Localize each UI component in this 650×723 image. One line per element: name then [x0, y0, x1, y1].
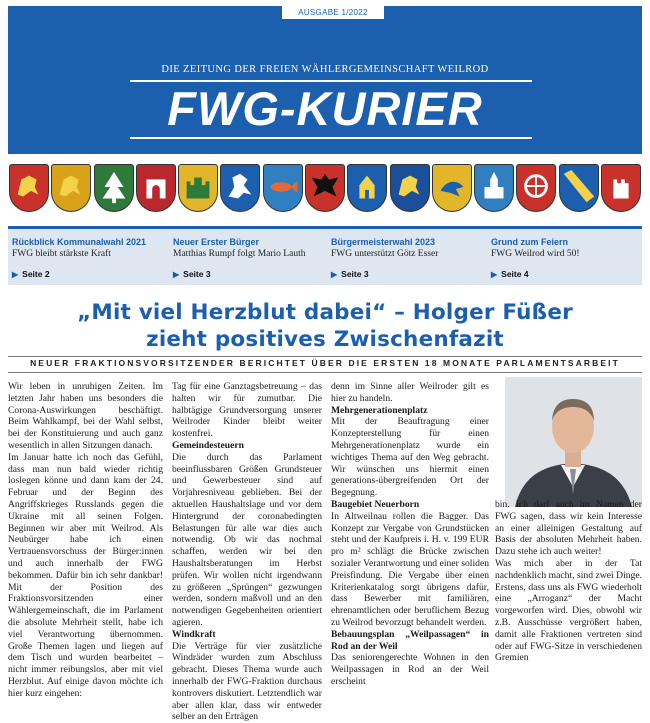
article-column-2 [172, 381, 322, 723]
article-paragraph: Das seniorengerechte Wohnen in den Weilpassagen in Rod an der Weil erscheint [331, 652, 489, 687]
issue-label: AUSGABE 1/2022 [282, 6, 384, 19]
teaser-feiern[interactable] [487, 229, 637, 285]
crest-gold-lion [51, 164, 91, 212]
teaser-headline: Neuer Erster Bürger [173, 237, 260, 247]
section-subheading: Windkraft [172, 628, 216, 640]
teaser-page-label: Seite 4 [501, 269, 529, 279]
crest-red-lion [9, 164, 49, 212]
teaser-headline: Grund zum Feiern [491, 237, 569, 247]
fir-tree-icon [95, 165, 133, 211]
teaser-subline: FWG bleibt stärkste Kraft [12, 249, 111, 259]
teaser-subline: FWG unterstützt Götz Esser [331, 249, 439, 259]
arrow-right-icon: ▶ [12, 270, 19, 279]
crest-horse [220, 164, 260, 212]
horse-icon [221, 165, 259, 211]
masthead-tagline: DIE ZEITUNG DER FREIEN WÄHLERGEMEINSCHAFT WEILROD [161, 64, 489, 75]
church-icon [475, 165, 513, 211]
wheel-icon [517, 165, 555, 211]
masthead-rule-bottom [130, 137, 532, 139]
crest-church [474, 164, 514, 212]
article-paragraph: In Altweilnau rollen die Bagger. Das Konzept zur Vergabe von Grundstücken steht und der Kaufpreis i. H. v. 199 EUR pro m² schlägt die Brücke zwischen sozialer Verantwortung und einer soliden Preisfindung. Die Vergabe über einen Kriterienkatalog sorgt übrigens dafür, dass Bewerber mit familiären, ehrenamtlichen oder beruflichem Bezug zu Weilrod bevorzugt behandelt werden. [331, 510, 489, 628]
crest-tower [601, 164, 641, 212]
newspaper-logo: FWG-KURIER [167, 82, 483, 135]
article-paragraph: bin. Ich darf auch im Namen der FWG sagen, dass wir kein Interesse an einer alleinigen Gestaltung auf Basis der absoluten Mehrheit haben. Dazu stehe ich auch weiter! [495, 499, 642, 558]
teaser-page-label: Seite 3 [341, 269, 369, 279]
teaser-erster-buerger[interactable] [169, 229, 319, 285]
teaser-page-label: Seite 3 [183, 269, 211, 279]
article-column-4 [495, 499, 642, 664]
tower-icon [602, 165, 640, 211]
article-paragraph: Wir leben in unruhigen Zeiten. Im letzten Jahr haben uns besonders die Corona-Auswirkungen beschäftigt. Beim Wahlkampf, bei der Wahl selbst, bei der Konstituierung und auch ganz wesentlich in allen Sitzungen danach. [8, 381, 163, 451]
deck-rule-top [8, 356, 642, 357]
teaser-page-link[interactable] [331, 269, 369, 279]
crest-fish [263, 164, 303, 212]
fish-icon [264, 165, 302, 211]
arrow-right-icon: ▶ [331, 270, 338, 279]
arrow-right-icon: ▶ [173, 270, 180, 279]
section-subheading: Bebauungsplan „Weilpassagen“ in Rod an der Weil [331, 628, 489, 652]
masthead [8, 6, 642, 154]
bird-icon [433, 165, 471, 211]
crest-chapel [347, 164, 387, 212]
crest-gate [136, 164, 176, 212]
arrow-right-icon: ▶ [491, 270, 498, 279]
teaser-subline: FWG Weilrod wird 50! [491, 249, 580, 259]
article-column-3 [331, 381, 489, 687]
headline-line-1: „Mit viel Herzblut dabei“ – Holger Füßer [77, 300, 573, 325]
lion-icon [52, 165, 90, 211]
crest-castle [178, 164, 218, 212]
deck-rule-bottom [8, 372, 642, 373]
section-subheading: Gemeindesteuern [172, 439, 244, 451]
article-paragraph: Die durch das Parlament beeinflussbaren Größen Grundsteuer und Gewerbesteuer sind auf Vorjahresniveau geblieben. Bei der aktuellen Haushaltslage und vor dem Hintergrund der coronabedingten Belastungen für alle war dies auch notwendig. Ob wir das nochmal schaffen, werden wir bei den Haushaltsberatungen im Herbst prüfen. Wir wollen nicht irgendwann zu größeren „Sprüngen“ gezwungen werden, sondern maßvoll und an den notwendigen Gegebenheiten orientiert agieren. [172, 451, 322, 628]
teaser-bar [8, 226, 642, 285]
crest-bird [432, 164, 472, 212]
section-subheading: Baugebiet Neuerborn [331, 498, 420, 510]
crest-lion-blue [390, 164, 430, 212]
article-paragraph: Mit der Beauftragung einer Konzepterstellung für einen Mehrgenerationenplatz wurde ein wichtiges Thema auf den Weg gebracht. Wir wünschen uns hiermit einen generations-übergreifenden Ort der Begegnung. [331, 416, 489, 499]
castle-icon [179, 165, 217, 211]
teaser-headline: Bürgermeisterwahl 2023 [331, 237, 436, 247]
article-paragraph: Was mich aber in der Tat nachdenklich macht, sind zwei Dinge. Erstens, dass uns als FWG wiederholt eine „Arroganz“ der Macht vorgeworfen wird. Dies, obwohl wir z.B. Ausschüsse vergrößert haben, damit alle Fraktionen vertreten sind oder auf FWG-Sitze in verschiedenen Gremien [495, 557, 642, 664]
chapel-icon [348, 165, 386, 211]
lion-icon [10, 165, 48, 211]
teaser-page-link[interactable] [491, 269, 529, 279]
gate-icon [137, 165, 175, 211]
crest-bend [559, 164, 599, 212]
teaser-page-link[interactable] [12, 269, 50, 279]
portrait-image [505, 377, 642, 507]
article-paragraph: Im Januar hatte ich noch das Gefühl, dass man nun bald wieder richtig loslegen könne und dann kam der 24. Februar und der Beginn des Angriffskrieges Russlands gegen die Ukraine mit all seinen Folgen. Beginnen wir aber mit Weilrod. Als Neubürger habe ich einen Vertrauensvorschuss der Bürger:innen und auch innerhalb der FWG bekommen. Dafür bin ich sehr dankbar! Mit der Position des Fraktionsvorsitzenden einer Wählergemeinschaft, die im Parlament die absolute Mehrheit stellt, habe ich viel Verantwortung übernommen. Große Themen lagen und liegen auf dem Tisch und wurden bearbeitet – nicht immer reibungslos, aber mit viel Herzblut. Auf einige davon möchte ich hier kurz eingehen: [8, 451, 163, 699]
article-headline [0, 299, 650, 353]
article-paragraph: denn im Sinne aller Weilroder gilt es hier zu handeln. [331, 381, 489, 404]
section-subheading: Mehrgenerationenplatz [331, 404, 428, 416]
article-paragraph: Die Verträge für vier zusätzliche Windräder wurden zum Abschluss gebracht. Dieses Thema wurde auch innerhalb der FWG-Fraktion durchaus kontrovers diskutiert. Letztendlich war aber allen klar, dass wir entweder selber an den Erträgen [172, 640, 322, 723]
teaser-page-link[interactable] [173, 269, 211, 279]
crest-eagle [305, 164, 345, 212]
municipal-crests-strip [8, 160, 642, 218]
bend-icon [560, 165, 598, 211]
author-portrait [505, 377, 642, 507]
headline-line-2: zieht positives Zwischenfazit [146, 327, 504, 352]
teaser-headline: Rückblick Kommunalwahl 2021 [12, 237, 147, 247]
article-column-1 [8, 381, 163, 699]
article-paragraph: Tag für eine Ganztagsbetreuung – das halten wir für zumutbar. Die halbtägige Grundversorgung unserer Weilroder Kinder bleibt weiter kostenfrei. [172, 381, 322, 440]
teaser-page-label: Seite 2 [22, 269, 50, 279]
crest-wheel [516, 164, 556, 212]
eagle-icon [306, 165, 344, 211]
teaser-kommunalwahl[interactable] [8, 229, 158, 285]
lion-icon [391, 165, 429, 211]
article-deck: NEUER FRAKTIONSVORSITZENDER BERICHTET ÜBER DIE ERSTEN 18 MONATE PARLAMENTSARBEIT [30, 358, 620, 368]
teaser-buergermeisterwahl[interactable] [327, 229, 477, 285]
teaser-subline: Matthias Rumpf folgt Mario Lauth [173, 249, 306, 259]
crest-fir-tree [94, 164, 134, 212]
